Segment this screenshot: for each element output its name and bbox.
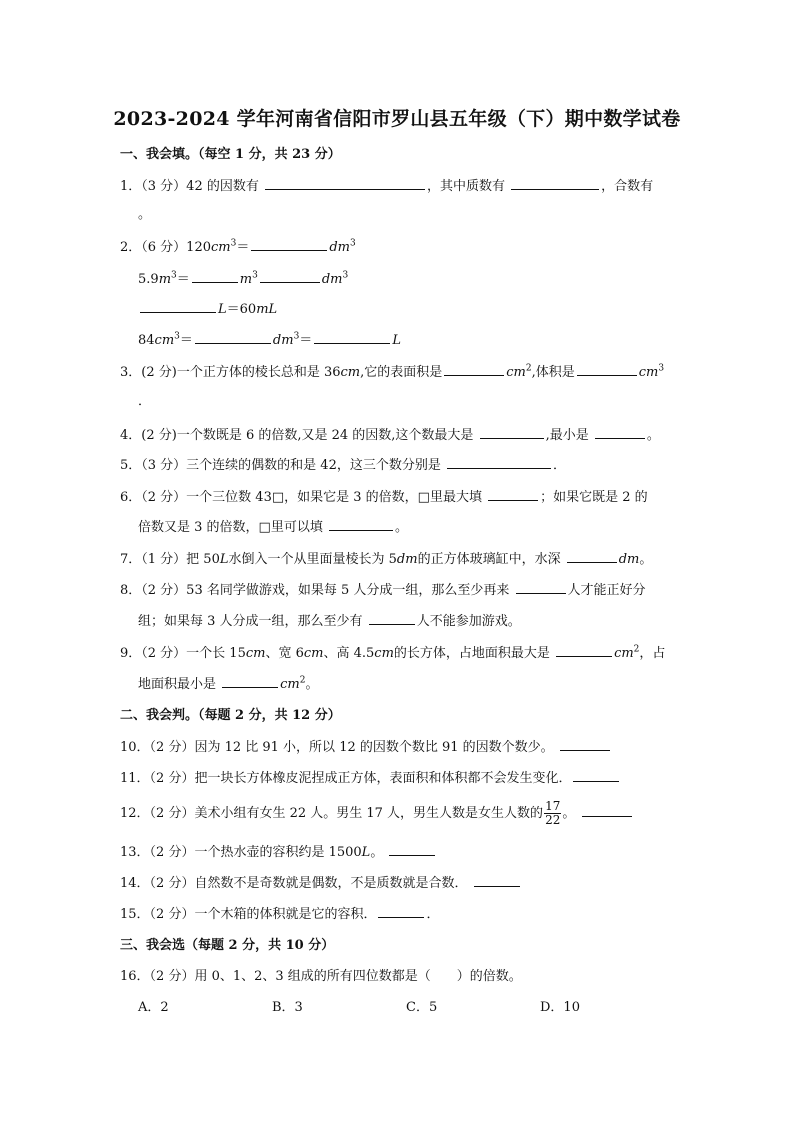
section-heading-fill: 一、我会填。（每空 1 分，共 23 分） xyxy=(120,147,341,162)
option-c[interactable]: C．5 xyxy=(406,1000,438,1015)
question-8-continued: 组；如果每 3 人分成一组，那么至少有 人不能参加游戏。 xyxy=(138,614,521,629)
question-9-continued: 地面积最小是 $cm^2$。 xyxy=(138,675,319,692)
question-13: 13．（2 分）一个热水壶的容积约是 1500L。 xyxy=(120,843,437,862)
answer-blank[interactable] xyxy=(222,675,278,688)
answer-blank[interactable] xyxy=(192,270,238,283)
question-2-line-3: L＝60mL xyxy=(138,300,277,319)
question-10: 10．（2 分）因为 12 比 91 小，所以 12 的因数个数比 91 的因数个数少。 xyxy=(120,738,612,757)
answer-blank[interactable] xyxy=(516,581,566,594)
section-heading-choose: 三、我会选（每题 2 分，共 10 分） xyxy=(120,938,335,953)
question-6-continued: 倍数又是 3 的倍数，□里可以填 。 xyxy=(138,520,408,535)
answer-blank[interactable] xyxy=(329,518,393,531)
answer-blank[interactable] xyxy=(567,550,617,563)
answer-blank[interactable] xyxy=(556,644,612,657)
question-16: 16．（2 分）用 0、1、2、3 组成的所有四位数都是（ ）的倍数。 xyxy=(120,969,522,984)
question-1: 1．（3 分）42 的因数有 ，其中质数有 ，合数有 xyxy=(120,179,654,194)
answer-blank[interactable] xyxy=(577,363,637,376)
answer-blank[interactable] xyxy=(582,804,632,817)
question-14: 14．（2 分）自然数不是奇数就是偶数，不是质数就是合数． xyxy=(120,874,522,893)
option-b[interactable]: B．3 xyxy=(272,1000,303,1015)
answer-blank[interactable] xyxy=(560,738,610,751)
answer-blank[interactable] xyxy=(444,363,504,376)
answer-blank[interactable] xyxy=(573,769,619,782)
answer-blank[interactable] xyxy=(389,843,435,856)
answer-blank[interactable] xyxy=(480,426,544,439)
question-9: 9．（2 分）一个长 15cm、宽 6cm、高 4.5cm的长方体，占地面积最大是 $cm^2$，占 xyxy=(120,644,666,661)
answer-blank[interactable] xyxy=(195,331,271,344)
answer-blank[interactable] xyxy=(378,905,424,918)
page-title: 2023-2024 学年河南省信阳市罗山县五年级（下）期中数学试卷 xyxy=(113,108,681,130)
option-a[interactable]: A．2 xyxy=(138,1000,169,1015)
question-2-line-2: $5.9m^3= m^3$ $dm^3$ xyxy=(138,270,349,287)
question-4: 4．(2 分)一个数既是 6 的倍数,又是 24 的因数,这个数最大是 ,最小是 。 xyxy=(120,428,660,443)
question-15: 15．（2 分）一个木箱的体积就是它的容积． ． xyxy=(120,907,440,922)
answer-blank[interactable] xyxy=(488,488,538,501)
option-d[interactable]: D．10 xyxy=(540,1000,580,1015)
answer-blank[interactable] xyxy=(265,177,425,190)
answer-blank[interactable] xyxy=(314,331,390,344)
question-5: 5．（3 分）三个连续的偶数的和是 42，这三个数分别是 ． xyxy=(120,458,567,473)
question-16-options xyxy=(138,999,674,1017)
fraction: $\frac{17}{22}$ xyxy=(545,799,561,827)
question-11: 11．（2 分）把一块长方体橡皮泥捏成正方体，表面积和体积都不会发生变化． xyxy=(120,769,621,788)
question-6: 6．（2 分）一个三位数 43□，如果它是 3 的倍数，□里最大填 ；如果它既是 2 的 xyxy=(120,490,648,505)
answer-blank[interactable] xyxy=(251,238,327,251)
answer-blank[interactable] xyxy=(140,300,216,313)
answer-blank[interactable] xyxy=(447,456,551,469)
answer-blank[interactable] xyxy=(369,612,415,625)
question-8: 8．（2 分）53 名同学做游戏，如果每 5 人分成一组，那么至少再来 人才能正好分 xyxy=(120,583,646,598)
question-12: 12．（2 分）美术小组有女生 22 人。男生 17 人，男生人数是女生人数的 $\frac{17}{22}$ 。 xyxy=(120,800,634,827)
question-2: 2．（6 分）$120cm^3= dm^3$ xyxy=(120,238,356,255)
question-1-continued: 。 xyxy=(138,207,152,222)
answer-blank[interactable] xyxy=(260,270,320,283)
answer-blank[interactable] xyxy=(511,177,599,190)
answer-blank[interactable] xyxy=(595,426,645,439)
question-2-line-4: $84cm^3= dm^3= L$ xyxy=(138,331,401,348)
section-heading-judge: 二、我会判。（每题 2 分，共 12 分） xyxy=(120,708,341,723)
question-3: 3．(2 分)一个正方体的棱长总和是 36cm,它的表面积是 $cm^2$,体积是 $cm^3$ xyxy=(120,363,665,380)
answer-blank[interactable] xyxy=(474,874,520,887)
question-7: 7．（1 分）把 50L水倒入一个从里面量棱长为 5dm的正方体玻璃缸中，水深 dm。 xyxy=(120,552,653,567)
question-3-continued: ． xyxy=(138,394,152,409)
